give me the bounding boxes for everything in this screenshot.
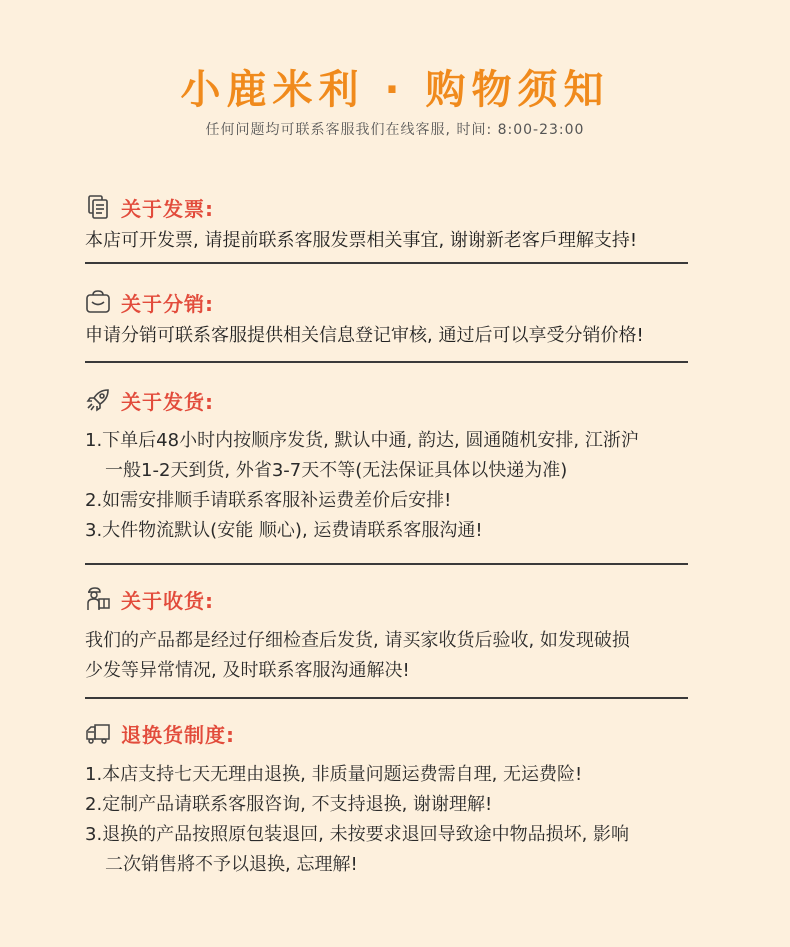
divider	[85, 697, 688, 699]
receiving-title: 关于收货:	[121, 588, 214, 613]
invoice-header	[85, 190, 705, 224]
divider	[85, 563, 688, 565]
returns-line-4: 二次销售將不予以退换, 忘理解!	[105, 854, 358, 875]
rocket-icon	[85, 387, 111, 413]
invoice-section	[85, 190, 705, 256]
receiving-line-1: 我们的产品都是经过仔细检查后发货, 请买家收货后验收, 如发现破损	[85, 630, 630, 651]
returns-line-2: 2.定制产品请联系客服咨询, 不支持退换, 谢谢理解!	[85, 794, 493, 815]
shipping-list	[85, 426, 705, 546]
divider	[85, 361, 688, 363]
returns-title: 退换货制度:	[121, 722, 235, 747]
returns-list	[85, 760, 705, 880]
shipping-section	[85, 383, 705, 546]
invoice-text: 本店可开发票, 请提前联系客服发票相关事宜, 谢谢新老客戶理解支持!	[85, 230, 638, 251]
distribution-header	[85, 285, 705, 319]
returns-line-1: 1.本店支持七天无理由退换, 非质量问题运费需自理, 无运费险!	[85, 764, 583, 785]
distribution-section	[85, 285, 705, 351]
distribution-title: 关于分销:	[121, 291, 214, 316]
receiving-list	[85, 626, 705, 686]
receiving-line-2: 少发等异常情况, 及时联系客服沟通解决!	[85, 660, 410, 681]
page-subtitle: 任何问题均可联系客服我们在线客服, 时间: 8:00-23:00	[205, 122, 585, 138]
receiving-header	[85, 582, 705, 616]
document-icon	[85, 194, 111, 220]
shipping-line-4: 3.大件物流默认(安能 顺心), 运费请联系客服沟通!	[85, 520, 483, 541]
returns-line-3: 3.退换的产品按照原包装退回, 未按要求退回导致途中物品损坏, 影响	[85, 824, 630, 845]
page-title: 小鹿米利 · 购物须知	[180, 67, 610, 113]
invoice-title: 关于发票:	[121, 196, 214, 221]
returns-section	[85, 716, 705, 880]
shipping-title: 关于发货:	[121, 389, 214, 414]
shipping-line-3: 2.如需安排顺手请联系客服补运费差价后安排!	[85, 490, 452, 511]
receiving-section	[85, 582, 705, 686]
distribution-text: 申请分销可联系客服提供相关信息登记审核, 通过后可以享受分销价格!	[85, 325, 644, 346]
bag-icon	[85, 289, 111, 315]
returns-header	[85, 716, 705, 750]
divider	[85, 262, 688, 264]
courier-icon	[85, 586, 111, 612]
truck-icon	[85, 720, 111, 746]
shipping-line-2: 一般1-2天到货, 外省3-7天不等(无法保证具体以快递为准)	[105, 460, 568, 481]
shipping-header	[85, 383, 705, 417]
shipping-line-1: 1.下单后48小时内按顺序发货, 默认中通, 韵达, 圆通随机安排, 江浙沪	[85, 430, 639, 451]
